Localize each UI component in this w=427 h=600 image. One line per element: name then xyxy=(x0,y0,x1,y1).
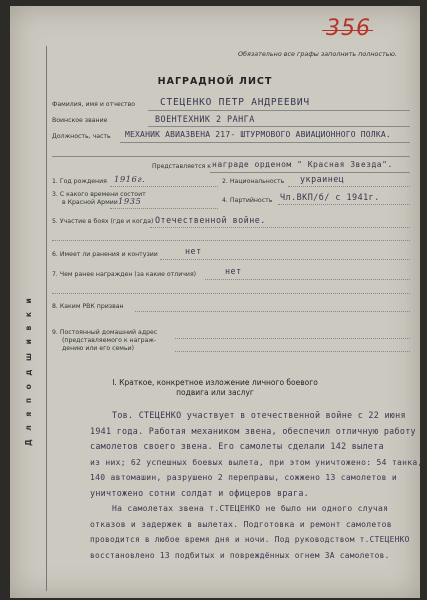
side-caption-text: Д л я п о д ш и в к и xyxy=(24,295,33,446)
citation-line: Тов. СТЕЦЕНКО участвует в отечественной войне с 22 июня xyxy=(112,410,406,420)
item-3-value: 1935 xyxy=(118,196,142,206)
item-5-line xyxy=(150,227,410,228)
presented-label: Представляется к xyxy=(152,163,212,170)
position-value: МЕХАНИК АВИАЗВЕНА 217- ШТУРМОВОГО АВИАЦИОННОГО ПОЛКА. xyxy=(125,130,391,139)
position-label: Должность, часть xyxy=(52,133,111,140)
item-9-label: 9. Постоянный домашний адрес xyxy=(52,329,158,336)
citation-line: из них; 62 успешных боевых вылета, при этом уничтожено: 54 танка, xyxy=(90,457,423,467)
citation-line: проводится в любое время дня и ночи. Под руководством т.СТЕЦЕНКО xyxy=(90,535,410,544)
item-3-label: 3. С какого времени состоит xyxy=(52,191,146,198)
item-4-label: 4. Партийность xyxy=(222,197,273,204)
item-3-label-2: в Красной Армии xyxy=(62,199,118,206)
citation-line: восстановлено 13 подбитых и повреждённых огнем ЗА самолетов. xyxy=(90,550,390,560)
award-sheet xyxy=(10,6,423,598)
item-6-line xyxy=(160,259,410,260)
item-7-line-2 xyxy=(52,293,410,294)
item-5-value: Отечественной войне. xyxy=(155,215,266,225)
item-7-value: нет xyxy=(225,266,242,276)
binding-side-caption xyxy=(24,196,44,456)
item-6-label: 6. Имеет ли ранения и контузии xyxy=(52,251,158,258)
item-1-label: 1. Год рождения xyxy=(52,178,107,185)
item-4-line xyxy=(278,204,410,205)
page-number: 356 xyxy=(326,16,371,41)
item-9-line xyxy=(175,338,410,339)
position-underline-2 xyxy=(52,156,410,157)
citation-line: 140 автомашин, разрушено 2 переправы, сожжено 13 самолетов и xyxy=(90,473,397,482)
citation-line: отказов и задержек в вылетах. Подготовка и ремонт самолетов xyxy=(90,519,392,529)
document-title: НАГРАДНОЙ ЛИСТ xyxy=(157,76,273,87)
item-3-line xyxy=(110,208,218,209)
section-heading xyxy=(10,378,420,398)
item-1-line xyxy=(110,186,218,187)
item-2-line xyxy=(288,186,410,187)
section-heading-line-1: I. Краткое, конкретное изложение личного боевого xyxy=(112,378,318,387)
citation-line: На самолетах звена т.СТЕЦЕНКО не было ни одного случая xyxy=(112,504,389,513)
rank-label: Воинское звание xyxy=(52,117,108,124)
item-7-label: 7. Чем ранее награжден (за какие отличия) xyxy=(52,271,197,278)
item-7-line xyxy=(205,279,410,280)
position-underline xyxy=(120,142,410,143)
item-6-value: нет xyxy=(185,246,202,256)
citation-text xyxy=(90,408,423,563)
binding-margin-line xyxy=(46,46,47,591)
presented-underline xyxy=(210,172,410,173)
item-1-value: 1916г. xyxy=(114,174,146,184)
item-5-label: 5. Участие в боях (где и когда) xyxy=(52,218,154,225)
item-4-value: Чл.ВКП/б/ с 1941г. xyxy=(280,192,380,202)
name-underline xyxy=(148,110,410,111)
rank-value: ВОЕНТЕХНИК 2 РАНГА xyxy=(155,114,255,124)
item-8-line xyxy=(135,311,410,312)
item-8-label: 8. Каким РВК призван xyxy=(52,303,124,310)
rank-underline xyxy=(148,126,410,127)
item-9-label-3: дению или его семьи) xyxy=(62,345,135,352)
name-value: СТЕЦЕНКО ПЕТР АНДРЕЕВИЧ xyxy=(160,97,310,108)
name-label: Фамилия, имя и отчество xyxy=(52,101,136,108)
section-heading-line-2: подвига или заслуг xyxy=(176,388,254,397)
item-2-value: украинец xyxy=(300,174,345,184)
item-9-line-2 xyxy=(175,351,410,352)
item-2-label: 2. Национальность xyxy=(222,178,285,185)
item-5-line-2 xyxy=(52,240,410,241)
item-9-label-2: (представляемого к награж- xyxy=(62,337,157,344)
citation-line: уничтожено сотни солдат и офицеров врага. xyxy=(90,487,310,498)
top-note: Обязательно все графы заполнить полностью. xyxy=(238,50,397,58)
citation-line: самолетов своего звена. Его самолеты сделали 142 вылета xyxy=(90,441,384,451)
presented-value: награде орденом " Красная Звезда". xyxy=(212,160,393,169)
citation-line: 1941 года. Работая механиком звена, обеспечил отличную работу xyxy=(90,425,416,436)
